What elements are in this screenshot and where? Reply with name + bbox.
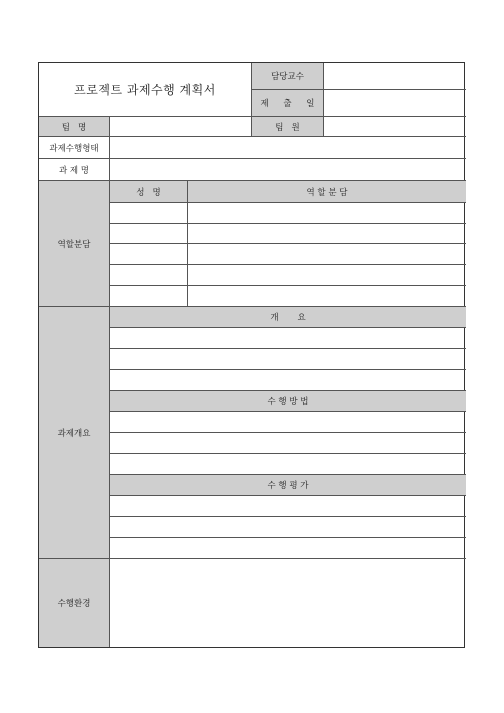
roles-role-cell[interactable] [188, 286, 466, 307]
roles-name-cell[interactable] [110, 244, 188, 265]
environment-field[interactable] [110, 559, 466, 647]
advisor-field[interactable] [324, 63, 466, 90]
environment-label: 수행환경 [39, 559, 110, 647]
overview-summary-line[interactable] [110, 349, 466, 370]
overview-summary-header: 개 요 [110, 307, 466, 328]
overview-section-label: 과제개요 [39, 307, 110, 559]
roles-role-cell[interactable] [188, 203, 466, 224]
roles-role-header: 역 할 분 담 [188, 181, 466, 203]
roles-role-cell[interactable] [188, 244, 466, 265]
roles-name-cell[interactable] [110, 286, 188, 307]
overview-summary-line[interactable] [110, 328, 466, 349]
overview-method-line[interactable] [110, 433, 466, 454]
team-members-label: 팀 원 [252, 117, 324, 137]
roles-role-cell[interactable] [188, 265, 466, 286]
roles-name-cell[interactable] [110, 224, 188, 244]
overview-summary-line[interactable] [110, 370, 466, 391]
overview-evaluation-header: 수 행 평 가 [110, 475, 466, 496]
overview-evaluation-line[interactable] [110, 496, 466, 517]
roles-section-label: 역할분담 [39, 181, 110, 307]
overview-evaluation-line[interactable] [110, 517, 466, 538]
project-name-label: 과 제 명 [39, 159, 110, 181]
team-members-field[interactable] [324, 117, 466, 137]
roles-name-cell[interactable] [110, 203, 188, 224]
team-name-label: 팀 명 [39, 117, 110, 137]
roles-role-cell[interactable] [188, 224, 466, 244]
team-name-field[interactable] [110, 117, 252, 137]
advisor-label: 담당교수 [252, 63, 324, 90]
submit-date-label: 제 출 일 [252, 90, 324, 117]
roles-name-header: 성 명 [110, 181, 188, 203]
execution-type-label: 과제수행형태 [39, 137, 110, 159]
submit-date-field[interactable] [324, 90, 466, 117]
overview-method-line[interactable] [110, 412, 466, 433]
overview-method-line[interactable] [110, 454, 466, 475]
roles-name-cell[interactable] [110, 265, 188, 286]
project-plan-form [38, 62, 465, 648]
overview-evaluation-line[interactable] [110, 538, 466, 559]
execution-type-field[interactable] [110, 137, 466, 159]
overview-method-header: 수 행 방 법 [110, 391, 466, 412]
project-name-field[interactable] [110, 159, 466, 181]
form-title: 프로젝트 과제수행 계획서 [39, 63, 252, 117]
